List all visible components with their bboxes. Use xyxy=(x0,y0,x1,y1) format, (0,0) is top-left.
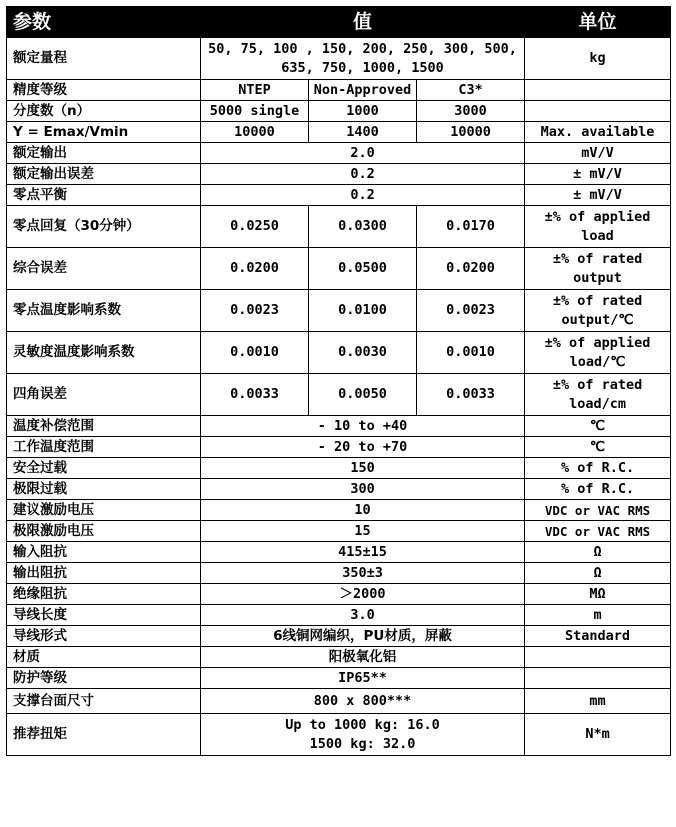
param-label: 材质 xyxy=(7,647,201,668)
row-capacity xyxy=(7,38,671,80)
param-label: 温度补偿范围 xyxy=(7,416,201,437)
row-zero-balance xyxy=(7,185,671,206)
row-ult-overload xyxy=(7,479,671,500)
row-rated-output xyxy=(7,143,671,164)
value-cell: 10 xyxy=(201,500,525,521)
param-label: Y = Emax/Vmin xyxy=(7,122,201,143)
param-label: 分度数（n） xyxy=(7,101,201,122)
unit-cell xyxy=(525,290,671,332)
unit-line2: load/℃ xyxy=(569,353,626,370)
param-label: 工作温度范围 xyxy=(7,437,201,458)
unit-cell xyxy=(525,206,671,248)
unit-line2: load xyxy=(581,227,614,244)
unit-line1: ±% of applied xyxy=(544,208,651,225)
unit-cell: ± mV/V xyxy=(525,164,671,185)
unit-line2: output/℃ xyxy=(561,311,634,328)
row-material xyxy=(7,647,671,668)
unit-line2: output xyxy=(573,269,622,286)
param-label: 防护等级 xyxy=(7,668,201,689)
row-cable-type xyxy=(7,626,671,647)
param-label: 额定输出误差 xyxy=(7,164,201,185)
unit-cell xyxy=(525,248,671,290)
value-cell: 5000 single xyxy=(201,101,309,122)
unit-cell: VDC or VAC RMS xyxy=(525,500,671,521)
torque-values-line1: Up to 1000 kg: 16.0 xyxy=(285,716,440,733)
value-cell: 415±15 xyxy=(201,542,525,563)
unit-cell xyxy=(525,647,671,668)
value-cell: 1400 xyxy=(309,122,417,143)
value-cell: C3* xyxy=(417,80,525,101)
value-cell: 0.2 xyxy=(201,185,525,206)
unit-cell xyxy=(525,374,671,416)
row-cable-length xyxy=(7,605,671,626)
param-label: 极限激励电压 xyxy=(7,521,201,542)
value-cell: 0.0023 xyxy=(417,290,525,332)
value-cell: 0.0500 xyxy=(309,248,417,290)
value-cell: 0.0300 xyxy=(309,206,417,248)
unit-cell: % of R.C. xyxy=(525,479,671,500)
header-unit: 单位 xyxy=(525,7,671,38)
unit-line1: ±% of rated xyxy=(552,292,643,309)
value-cell: 3.0 xyxy=(201,605,525,626)
row-insulation xyxy=(7,584,671,605)
value-cell: - 10 to +40 xyxy=(201,416,525,437)
param-label: 综合误差 xyxy=(7,248,201,290)
value-cell: 0.0250 xyxy=(201,206,309,248)
param-label: 灵敏度温度影响系数 xyxy=(7,332,201,374)
unit-cell xyxy=(525,668,671,689)
header-param: 参数 xyxy=(7,7,201,38)
value-cell: 0.0030 xyxy=(309,332,417,374)
param-label: 输入阻抗 xyxy=(7,542,201,563)
value-cell: IP65** xyxy=(201,668,525,689)
row-span-temp xyxy=(7,332,671,374)
row-torque xyxy=(7,714,671,756)
value-cell: 0.0010 xyxy=(201,332,309,374)
param-label: 额定输出 xyxy=(7,143,201,164)
param-label: 极限过载 xyxy=(7,479,201,500)
param-label: 零点温度影响系数 xyxy=(7,290,201,332)
unit-line1: ±% of rated xyxy=(552,250,643,267)
unit-cell: m xyxy=(525,605,671,626)
torque-values-line2: 1500 kg: 32.0 xyxy=(309,735,416,752)
param-label: 安全过载 xyxy=(7,458,201,479)
value-cell: 300 xyxy=(201,479,525,500)
value-cell: 0.2 xyxy=(201,164,525,185)
unit-cell: N*m xyxy=(525,714,671,756)
param-label: 导线形式 xyxy=(7,626,201,647)
value-cell: 800 x 800*** xyxy=(201,689,525,714)
row-zero-return xyxy=(7,206,671,248)
value-cell: 6线铜网编织，PU材质，屏蔽 xyxy=(201,626,525,647)
unit-cell: MΩ xyxy=(525,584,671,605)
unit-cell: % of R.C. xyxy=(525,458,671,479)
row-rec-excitation xyxy=(7,500,671,521)
param-label: 精度等级 xyxy=(7,80,201,101)
row-safe-overload xyxy=(7,458,671,479)
spec-table xyxy=(6,6,671,756)
capacity-values-line2: 635, 750, 1000, 1500 xyxy=(281,59,444,76)
unit-line1: ±% of rated xyxy=(552,376,643,393)
param-label: 四角误差 xyxy=(7,374,201,416)
row-max-excitation xyxy=(7,521,671,542)
row-output-res xyxy=(7,563,671,584)
unit-cell: ℃ xyxy=(525,416,671,437)
param-label: 建议激励电压 xyxy=(7,500,201,521)
value-cell: 0.0200 xyxy=(417,248,525,290)
row-temp-op xyxy=(7,437,671,458)
unit-cell: Ω xyxy=(525,542,671,563)
capacity-values xyxy=(201,38,525,80)
value-cell: ＞2000 xyxy=(201,584,525,605)
value-cell: 阳极氧化铝 xyxy=(201,647,525,668)
value-cell: 0.0023 xyxy=(201,290,309,332)
param-label: 输出阻抗 xyxy=(7,563,201,584)
unit-cell: ± mV/V xyxy=(525,185,671,206)
unit-line2: load/cm xyxy=(569,395,626,412)
value-cell: 0.0100 xyxy=(309,290,417,332)
value-cell: 0.0010 xyxy=(417,332,525,374)
value-cell: 10000 xyxy=(417,122,525,143)
param-label: 额定量程 xyxy=(7,38,201,80)
row-divisions xyxy=(7,101,671,122)
unit-cell: Max. available xyxy=(525,122,671,143)
value-cell: 2.0 xyxy=(201,143,525,164)
header-row xyxy=(7,7,671,38)
row-combined-error xyxy=(7,248,671,290)
unit-cell: Standard xyxy=(525,626,671,647)
value-cell: 0.0200 xyxy=(201,248,309,290)
param-label: 零点平衡 xyxy=(7,185,201,206)
value-cell: NTEP xyxy=(201,80,309,101)
row-input-res xyxy=(7,542,671,563)
row-corner-error xyxy=(7,374,671,416)
value-cell: 0.0033 xyxy=(201,374,309,416)
unit-cell: kg xyxy=(525,38,671,80)
row-accuracy xyxy=(7,80,671,101)
unit-cell: mm xyxy=(525,689,671,714)
value-cell: 15 xyxy=(201,521,525,542)
row-zero-temp xyxy=(7,290,671,332)
value-cell: 0.0170 xyxy=(417,206,525,248)
param-label: 支撑台面尺寸 xyxy=(7,689,201,714)
row-platform xyxy=(7,689,671,714)
value-cell: 10000 xyxy=(201,122,309,143)
value-cell: 0.0050 xyxy=(309,374,417,416)
row-protection xyxy=(7,668,671,689)
unit-line1: ±% of applied xyxy=(544,334,651,351)
unit-cell xyxy=(525,101,671,122)
torque-values xyxy=(201,714,525,756)
unit-cell: Ω xyxy=(525,563,671,584)
value-cell: 350±3 xyxy=(201,563,525,584)
row-rated-output-error xyxy=(7,164,671,185)
param-label: 绝缘阻抗 xyxy=(7,584,201,605)
row-y-ratio xyxy=(7,122,671,143)
value-cell: 150 xyxy=(201,458,525,479)
unit-cell: VDC or VAC RMS xyxy=(525,521,671,542)
unit-cell: mV/V xyxy=(525,143,671,164)
capacity-values-line1: 50, 75, 100 , 150, 200, 250, 300, 500, xyxy=(208,40,517,57)
value-cell: Non-Approved xyxy=(309,80,417,101)
param-label: 零点回复（30分钟） xyxy=(7,206,201,248)
header-value: 值 xyxy=(201,7,525,38)
row-temp-comp xyxy=(7,416,671,437)
value-cell: 0.0033 xyxy=(417,374,525,416)
value-cell: 1000 xyxy=(309,101,417,122)
unit-cell: ℃ xyxy=(525,437,671,458)
value-cell: 3000 xyxy=(417,101,525,122)
param-label: 导线长度 xyxy=(7,605,201,626)
unit-cell xyxy=(525,332,671,374)
value-cell: - 20 to +70 xyxy=(201,437,525,458)
unit-cell xyxy=(525,80,671,101)
param-label: 推荐扭矩 xyxy=(7,714,201,756)
